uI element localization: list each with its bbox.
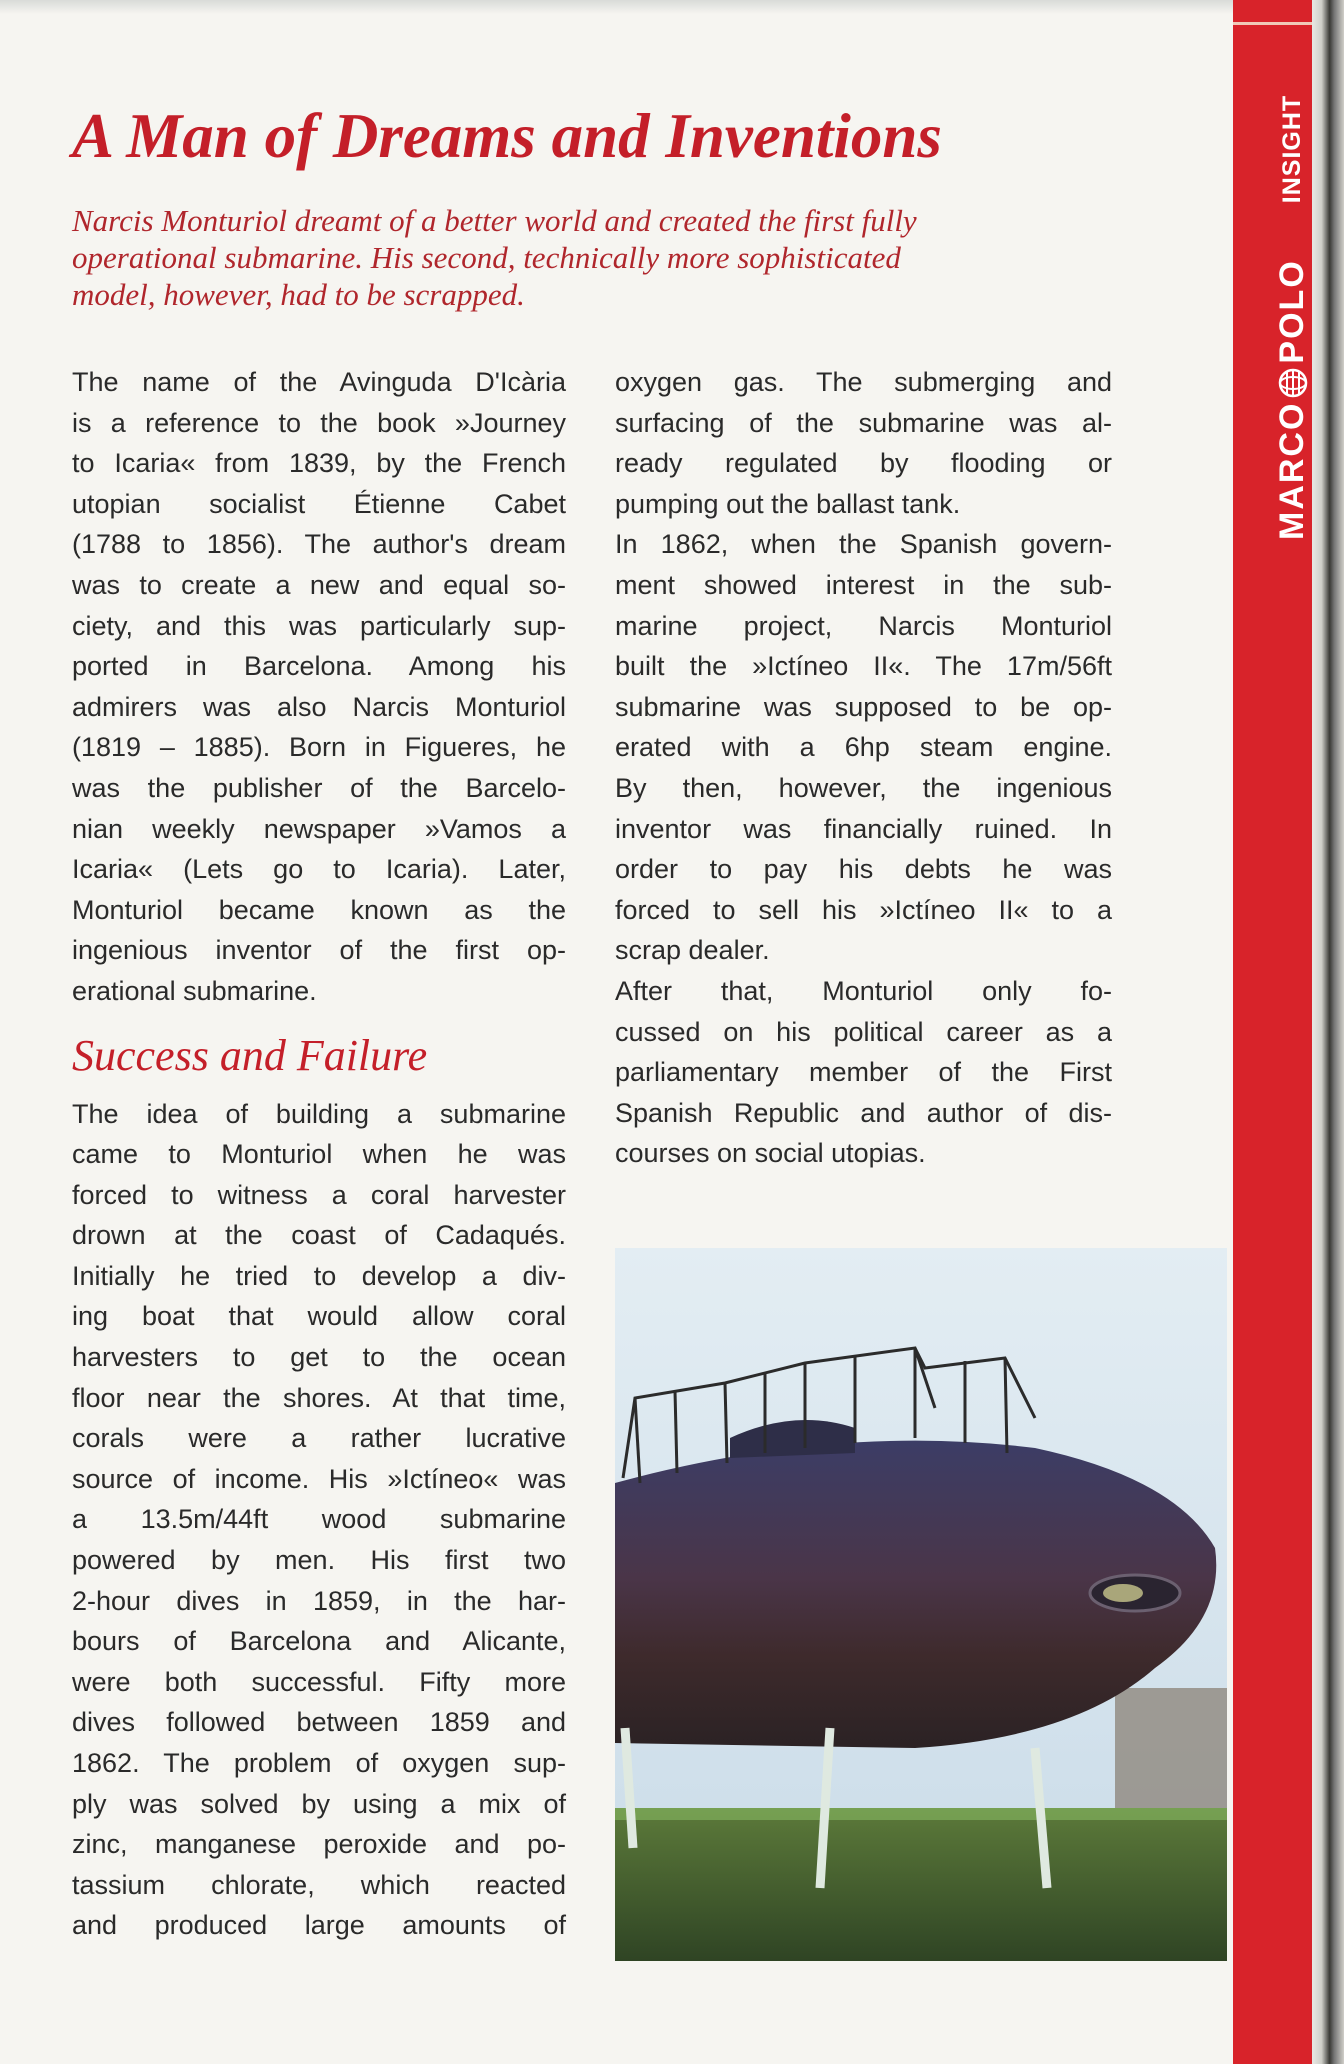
text-line: parliamentary member of the First [615,1057,1112,1088]
subtitle-line: model, however, had to be scrapped. [72,277,525,312]
text-line: were both successful. Fifty more [72,1666,566,1697]
text-line: drown at the coast of Cadaqués. [72,1220,566,1251]
text-line: ported in Barcelona. Among his [72,651,566,682]
section-label-insight: INSIGHT [1278,94,1306,204]
text-line: oxygen gas. The submerging and [615,367,1112,397]
paragraph [615,362,1112,524]
page-edge [1312,0,1344,2064]
text-line: order to pay his debts he was [615,854,1112,885]
marco-polo-sidebar [1233,0,1312,2064]
text-line: ply was solved by using a mix of [72,1788,566,1819]
text-line: Initially he tried to develop a div- [72,1260,566,1291]
text-line: nian weekly newspaper »Vamos a [72,813,566,844]
brand-polo: POLO [1273,259,1311,364]
text-line: Spanish Republic and author of dis- [615,1097,1112,1128]
paragraph-intro [72,362,566,1012]
text-line: inventor was financially ruined. In [615,813,1112,844]
text-line: bours of Barcelona and Alicante, [72,1626,566,1657]
text-line: ingenious inventor of the first op- [72,935,566,966]
text-line: By then, however, the ingenious [615,772,1112,803]
brand-logo [1273,95,1312,540]
text-line: The idea of building a submarine [72,1098,566,1129]
text-line: corals were a rather lucrative [72,1423,566,1454]
text-line: surfacing of the submarine was al- [615,407,1112,438]
text-line: ment showed interest in the sub- [615,569,1112,600]
text-line: pumping out the ballast tank. [615,488,961,519]
ictineo-submarine-image [615,1248,1227,1961]
text-line: erational submarine. [72,975,317,1006]
right-paragraphs [615,362,1112,1174]
text-line: and produced large amounts of [72,1910,566,1941]
subtitle-line: operational submarine. His second, technically more sophisticated [72,240,901,275]
text-line: is a reference to the book »Journey [72,407,566,438]
text-line: zinc, manganese peroxide and po- [72,1829,566,1860]
text-line: courses on social utopias. [615,1138,926,1169]
text-line: Icaria« (Lets go to Icaria). Later, [72,854,566,885]
brand-marco: MARCO [1273,401,1311,540]
text-line: harvesters to get to the ocean [72,1342,566,1373]
text-line: The name of the Avinguda D'Icària [72,367,566,397]
page-top-shadow [0,0,1233,14]
right-column [615,362,1112,1174]
text-line: built the »Ictíneo II«. The 17m/56ft [615,651,1112,682]
subtitle-line: Narcis Monturiol dreamt of a better world and created the first fully [72,203,917,238]
article-subtitle [72,202,1072,313]
text-line: (1819 – 1885). Born in Figueres, he [72,732,566,763]
text-line: Monturiol became known as the [72,894,566,925]
text-line: 2-hour dives in 1859, in the har- [72,1585,566,1616]
submarine-photo [615,1248,1227,1961]
text-line: dives followed between 1859 and [72,1707,566,1738]
text-line: tassium chlorate, which reacted [72,1869,566,1900]
text-line: 1862. The problem of oxygen sup- [72,1748,566,1778]
text-line: floor near the shores. At that time, [72,1382,566,1413]
text-line: utopian socialist Étienne Cabet [72,488,566,519]
paragraph [615,971,1112,1174]
text-line: marine project, Narcis Monturiol [615,610,1112,641]
text-line: was the publisher of the Barcelo- [72,772,566,803]
text-line: came to Monturiol when he was [72,1139,566,1170]
globe-icon [1278,368,1308,398]
text-line: admirers was also Narcis Monturiol [72,691,566,722]
text-line: was to create a new and equal so- [72,569,566,600]
article-title: A Man of Dreams and Inventions [72,101,942,171]
text-line: ready regulated by flooding or [615,448,1112,479]
paragraph [615,524,1112,971]
text-line: submarine was supposed to be op- [615,691,1112,722]
text-line: ciety, and this was particularly sup- [72,610,566,641]
text-line: cussed on his political career as a [615,1016,1112,1047]
text-line: to Icaria« from 1839, by the French [72,448,566,479]
text-line: powered by men. His first two [72,1545,566,1576]
text-line: After that, Monturiol only fo- [615,975,1112,1006]
text-line: forced to sell his »Ictíneo II« to a [615,894,1112,925]
text-line: ing boat that would allow coral [72,1301,566,1332]
paragraph-success-and-failure [72,1094,566,1946]
text-line: (1788 to 1856). The author's dream [72,529,566,560]
text-line: a 13.5m/44ft wood submarine [72,1504,566,1535]
text-line: source of income. His »Ictíneo« was [72,1463,566,1494]
sidebar-rule [1233,22,1312,25]
text-line: scrap dealer. [615,935,770,966]
text-line: In 1862, when the Spanish govern- [615,529,1112,560]
section-heading: Success and Failure [72,1030,428,1080]
text-line: erated with a 6hp steam engine. [615,732,1112,763]
text-line: forced to witness a coral harvester [72,1179,566,1210]
left-column [72,362,566,1946]
